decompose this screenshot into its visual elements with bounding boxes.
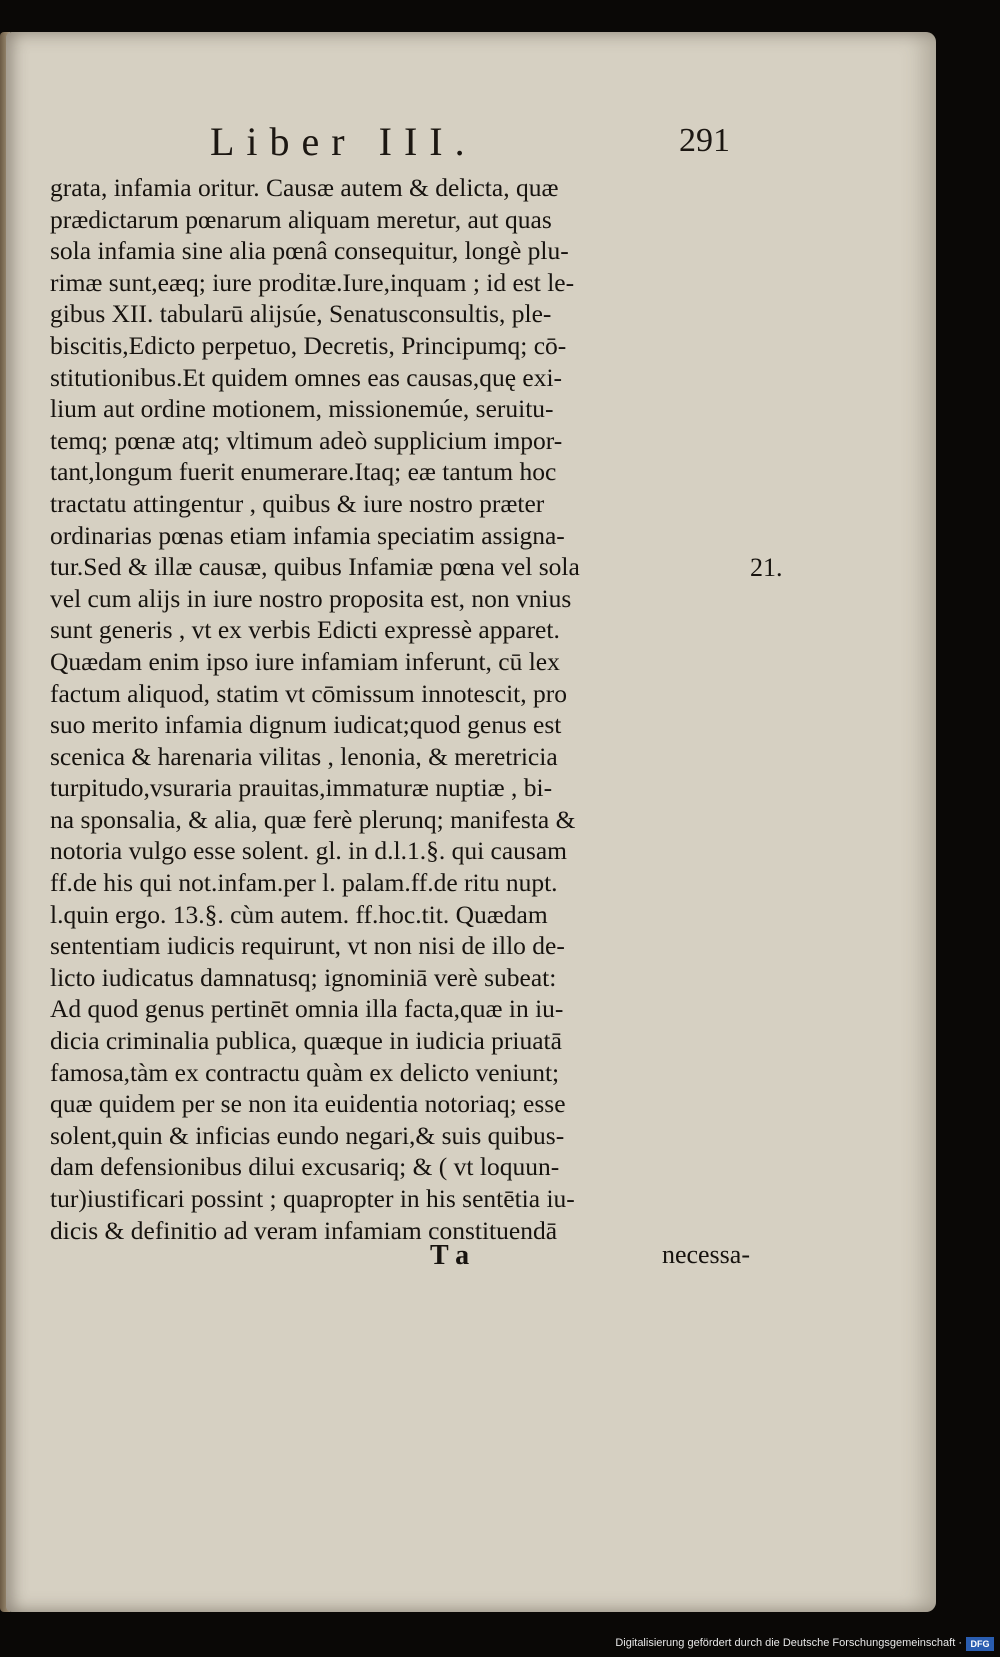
text-line: tur.Sed & illæ causæ, quibus Infamiæ pœna vel sola (50, 552, 580, 582)
text-line: lium aut ordine motionem, missionemúe, seruitu- (50, 394, 554, 424)
text-line: dicia criminalia publica, quæque in iudicia priuatā (50, 1026, 562, 1056)
text-line: grata, infamia oritur. Causæ autem & delicta, quæ (50, 173, 559, 202)
text-line: quæ quidem per se non ita euidentia notoriaq; esse (50, 1089, 566, 1119)
text-line: na sponsalia, & alia, quæ ferè plerunq; manifesta & (50, 804, 576, 834)
page-number: 291 (679, 122, 730, 159)
text-line: sunt generis , vt ex verbis Edicti expressè apparet. (50, 615, 560, 645)
text-line: gibus XII. tabularū alijsúe, Senatusconsultis, ple- (50, 299, 552, 329)
text-line: tant,longum fuerit enumerare.Itaq; eæ tantum hoc (50, 457, 557, 487)
page-footer (50, 1240, 750, 1280)
text-line: dicis & definitio ad veram infamiam constituendā (50, 1215, 558, 1245)
text-line: ff.de his qui not.infam.per l. palam.ff.de ritu nupt. (50, 868, 558, 898)
dfg-logo-icon: DFG (966, 1637, 994, 1651)
body-text (50, 172, 750, 1246)
text-line: licto iudicatus damnatusq; ignominiā verè subeat: (50, 962, 557, 992)
text-line: Ad quod genus pertinēt omnia illa facta,quæ in iu- (50, 994, 564, 1024)
running-head: Liber III. (210, 119, 477, 164)
text-line: notoria vulgo esse solent. gl. in d.l.1.§. qui causam (50, 836, 568, 866)
text-line: ordinarias pœnas etiam infamia speciatim assigna- (50, 520, 565, 550)
text-line: temq; pœnæ atq; vltimum adeò supplicium impor- (50, 425, 563, 455)
text-line: famosa,tàm ex contractu quàm ex delicto veniunt; (50, 1057, 560, 1087)
text-line: vel cum alijs in iure nostro proposita est, non vnius (50, 583, 572, 613)
credit-bar (0, 1627, 1000, 1657)
text-line: stitutionibus.Et quidem omnes eas causas,quę exi- (50, 362, 563, 392)
text-line: factum aliquod, statim vt cōmissum innotescit, pro (50, 678, 568, 708)
text-line: tractatu attingentur , quibus & iure nostro præter (50, 488, 545, 518)
text-line: turpitudo,vsuraria prauitas,immaturæ nuptiæ , bi- (50, 773, 553, 803)
text-line: biscitis,Edicto perpetuo, Decretis, Principumq; cō- (50, 330, 567, 360)
text-line: sola infamia sine alia pœnâ consequitur, longè plu- (50, 236, 569, 266)
margin-note: 21. (750, 553, 783, 582)
text-line: sententiam iudicis requirunt, vt non nisi de illo de- (50, 931, 565, 961)
page-header (210, 118, 730, 174)
text-line: rimæ sunt,eæq; iure proditæ.Iure,inquam ; id est le- (50, 267, 575, 297)
text-line: prædictarum pœnarum aliquam meretur, aut quas (50, 204, 552, 234)
text-line: Quædam enim ipso iure infamiam inferunt, cū lex (50, 646, 560, 676)
text-line: l.quin ergo. 13.§. cùm autem. ff.hoc.tit. Quædam (50, 899, 548, 929)
text-line: dam defensionibus dilui excusariq; & ( vt loquun- (50, 1152, 560, 1182)
text-line: scenica & harenaria vilitas , lenonia, & meretricia (50, 741, 558, 771)
catchword: necessa- (661, 1240, 750, 1269)
signature-mark: T a (430, 1240, 470, 1271)
text-line: suo merito infamia dignum iudicat;quod genus est (50, 710, 562, 740)
funding-credit: Digitalisierung gefördert durch die Deutsche Forschungsgemeinschaft · (615, 1637, 962, 1649)
text-line: solent,quin & inficias eundo negari,& suis quibus- (50, 1120, 565, 1150)
text-line: tur)iustificari possint ; quapropter in his sentētia iu- (50, 1184, 575, 1213)
